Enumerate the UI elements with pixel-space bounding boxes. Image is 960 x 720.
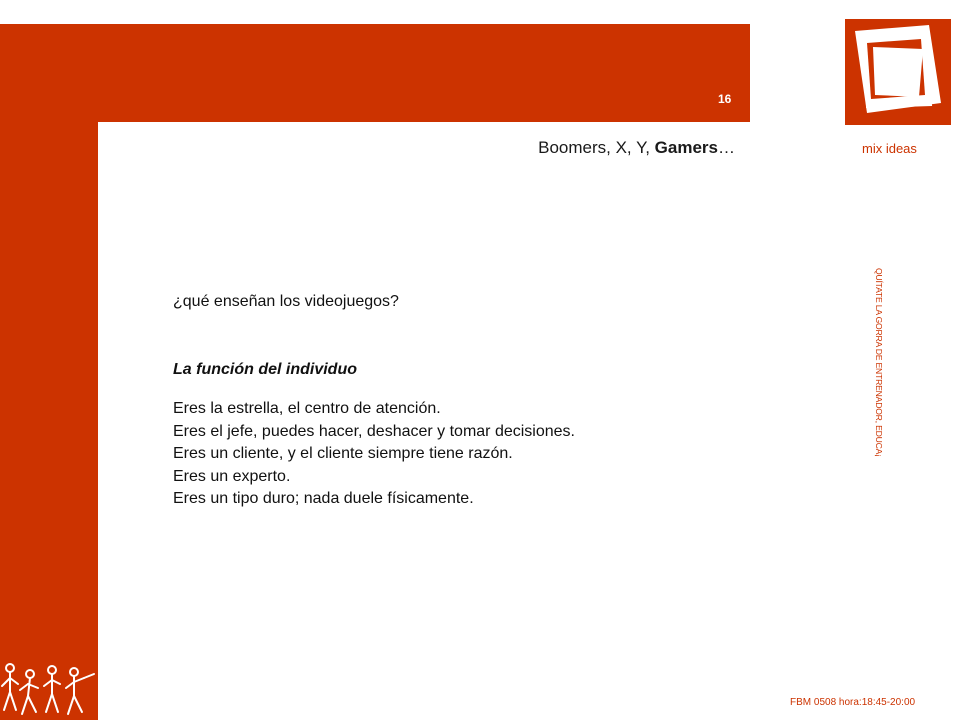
statement-list bbox=[173, 398, 813, 511]
statement-line: Eres la estrella, el centro de atención. bbox=[173, 400, 441, 417]
vertical-slogan bbox=[874, 268, 898, 518]
brand-label: mix ideas bbox=[862, 141, 917, 156]
footer-text: FBM 0508 hora:18:45-20:00 bbox=[790, 697, 916, 708]
statement-line: Eres un tipo duro; nada duele físicamente. bbox=[173, 490, 474, 507]
slide-title bbox=[440, 138, 735, 158]
left-band bbox=[0, 24, 98, 720]
slide-content bbox=[173, 290, 813, 511]
header-band bbox=[0, 24, 750, 122]
title-emphasis: Gamers bbox=[654, 138, 718, 157]
statement-line: Eres un cliente, y el cliente siempre tiene razón. bbox=[173, 445, 513, 462]
section-heading: La función del individuo bbox=[173, 361, 357, 378]
running-people-icon bbox=[0, 658, 98, 720]
statement-line: Eres el jefe, puedes hacer, deshacer y tomar decisiones. bbox=[173, 422, 575, 440]
title-prefix: Boomers, X, Y, bbox=[538, 138, 655, 157]
page-number: 16 bbox=[718, 92, 732, 106]
tilted-squares-logo-icon bbox=[845, 19, 951, 125]
vertical-slogan-text: QUÍTATE LA GORRA DE ENTRENADOR, EDUCA¡ bbox=[874, 268, 884, 457]
title-suffix: … bbox=[718, 138, 735, 157]
question-text: ¿qué enseñan los videojuegos? bbox=[173, 293, 399, 310]
statement-line: Eres un experto. bbox=[173, 467, 291, 485]
